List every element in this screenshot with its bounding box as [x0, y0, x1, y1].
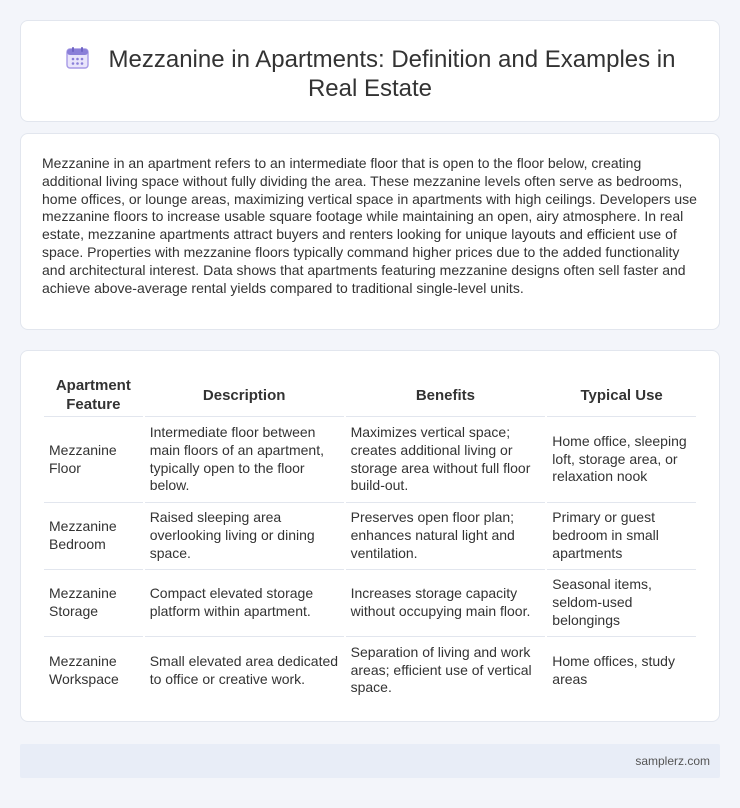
intro-paragraph: Mezzanine in an apartment refers to an intermediate floor that is open to the floor below, creating additional living space without fully dividing the area. These mezzanine levels often serve as bedrooms, home offices, or lounge areas, maximizing vertical space in apartments with high ceilings. Developers use mezzanine floors to increase usable square footage while maintaining an open, airy atmosphere. In real estate, mezzanine apartments attract buyers and renters looking for unique layouts and efficient use of space. Properties with mezzanine floors typically command higher prices due to the added functionality and architectural interest. Data shows that apartments featuring mezzanine designs often sell faster and achieve above-average rental yields compared to traditional single-level units. — [42, 155, 697, 296]
cell-description: Small elevated area dedicated to office or creative work. — [149, 652, 339, 687]
title-card — [20, 20, 720, 122]
cell-feature: Mezzanine Storage — [44, 570, 143, 637]
table-header-row — [44, 374, 696, 417]
table-row — [44, 417, 696, 503]
cell-feature: Mezzanine Floor — [44, 417, 143, 503]
footer-bar — [20, 744, 720, 778]
cell-benefits: Maximizes vertical space; creates additional living or storage area without full floor build-out. — [346, 417, 546, 503]
header-typical-use: Typical Use — [547, 374, 696, 417]
cell-description: Intermediate floor between main floors of an apartment, typically open to the floor below. — [145, 417, 344, 503]
table-row — [44, 570, 696, 637]
page-title: Mezzanine in Apartments: Definition and Examples in Real Estate — [108, 46, 676, 102]
cell-description: Raised sleeping area overlooking living or dining space. — [145, 503, 344, 570]
table-row — [44, 503, 696, 570]
cell-typical-use: Home office, sleeping loft, storage area, or relaxation nook — [547, 417, 696, 503]
header-description: Description — [145, 374, 344, 417]
cell-benefits: Preserves open floor plan; enhances natural light and ventilation. — [346, 503, 546, 570]
cell-typical-use: Home offices, study areas — [552, 652, 675, 687]
header-apartment-feature: Apartment Feature — [44, 374, 143, 417]
cell-typical-use: Primary or guest bedroom in small apartments — [547, 503, 696, 570]
cell-description: Compact elevated storage platform within apartment. — [145, 570, 344, 637]
footer-site-link[interactable]: samplerz.com — [635, 754, 710, 768]
cell-benefits: Increases storage capacity without occupying main floor. — [346, 570, 546, 637]
table-card — [20, 350, 720, 722]
table-row — [44, 637, 696, 704]
cell-feature: Mezzanine Workspace — [49, 652, 119, 687]
page-title-wrap — [21, 45, 719, 103]
intro-card — [20, 133, 720, 330]
header-benefits: Benefits — [346, 374, 546, 417]
calendar-icon — [65, 46, 91, 70]
cell-typical-use: Seasonal items, seldom-used belongings — [547, 570, 696, 637]
cell-benefits: Separation of living and work areas; efficient use of vertical space. — [350, 643, 532, 696]
cell-feature: Mezzanine Bedroom — [44, 503, 143, 570]
feature-table — [42, 374, 698, 704]
